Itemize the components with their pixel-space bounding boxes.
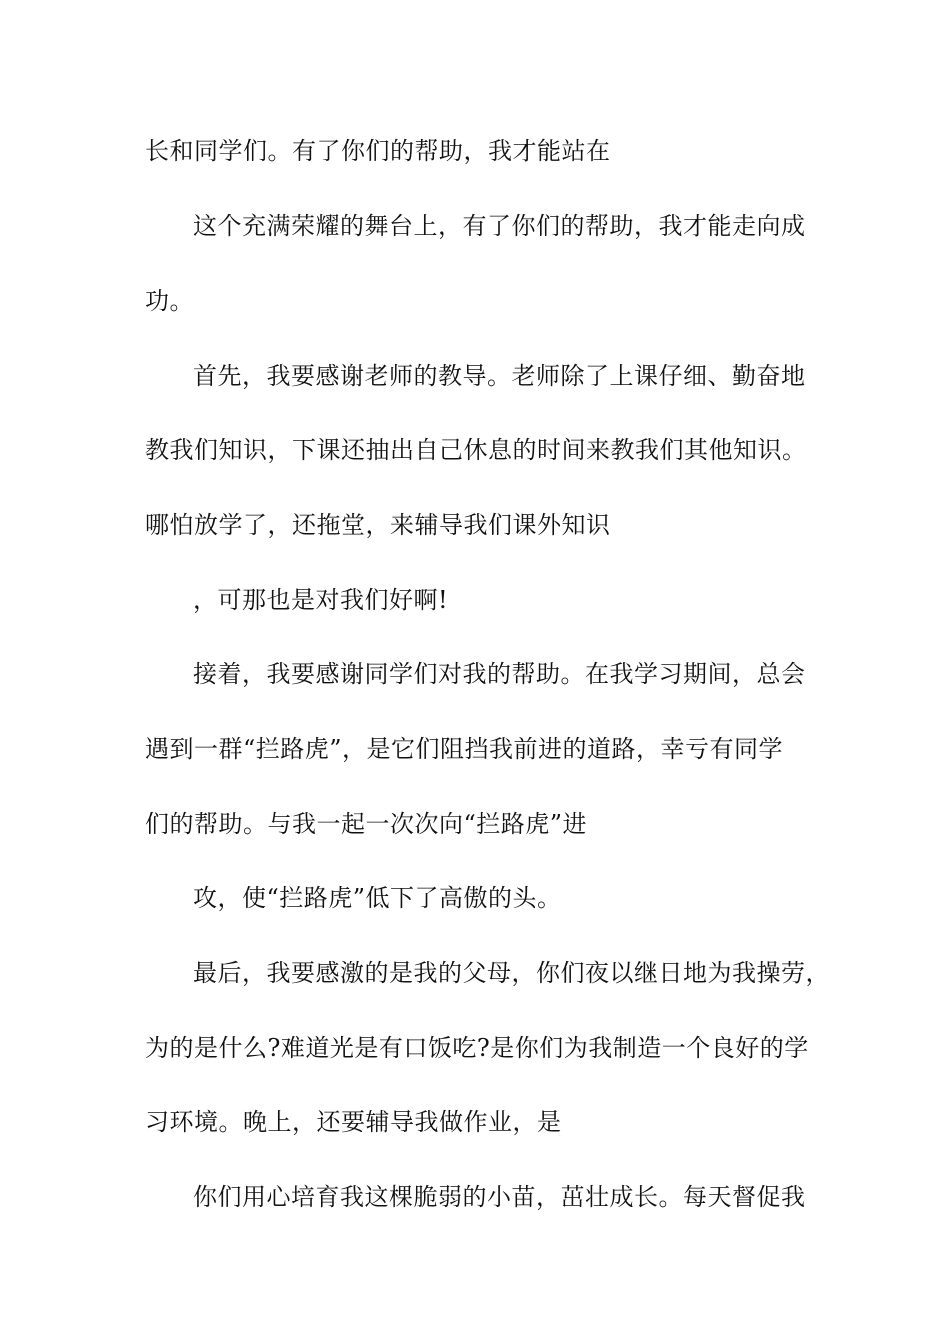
text-line: 这个充满荣耀的舞台上，有了你们的帮助，我才能走向成 xyxy=(193,212,806,240)
text-line: ，可那也是对我们好啊! xyxy=(193,586,449,614)
text-line: 攻，使“拦路虎”低下了高傲的头。 xyxy=(193,884,562,912)
text-line: 习环境。晚上，还要辅导我做作业，是 xyxy=(145,1108,562,1136)
text-line: 教我们知识，下课还抽出自己休息的时间来教我们其他知识。 xyxy=(145,436,807,464)
text-line: 最后，我要感激的是我的父母，你们夜以继日地为我操劳， xyxy=(193,959,830,987)
text-line: 哪怕放学了，还拖堂，来辅导我们课外知识 xyxy=(145,511,611,539)
text-line: 接着，我要感谢同学们对我的帮助。在我学习期间，总会 xyxy=(193,660,806,688)
text-line: 首先，我要感谢老师的教导。老师除了上课仔细、勤奋地 xyxy=(193,362,806,390)
text-line: 功。 xyxy=(145,287,194,315)
text-line: 为的是什么?难道光是有口饭吃?是你们为我制造一个良好的学 xyxy=(145,1034,809,1062)
text-line: 遇到一群“拦路虎”，是它们阻挡我前进的道路，幸亏有同学 xyxy=(145,735,784,763)
text-line: 长和同学们。有了你们的帮助，我才能站在 xyxy=(145,137,611,165)
text-line: 们的帮助。与我一起一次次向“拦路虎”进 xyxy=(145,810,588,838)
text-line: 你们用心培育我这棵脆弱的小苗，茁壮成长。每天督促我 xyxy=(193,1183,806,1211)
